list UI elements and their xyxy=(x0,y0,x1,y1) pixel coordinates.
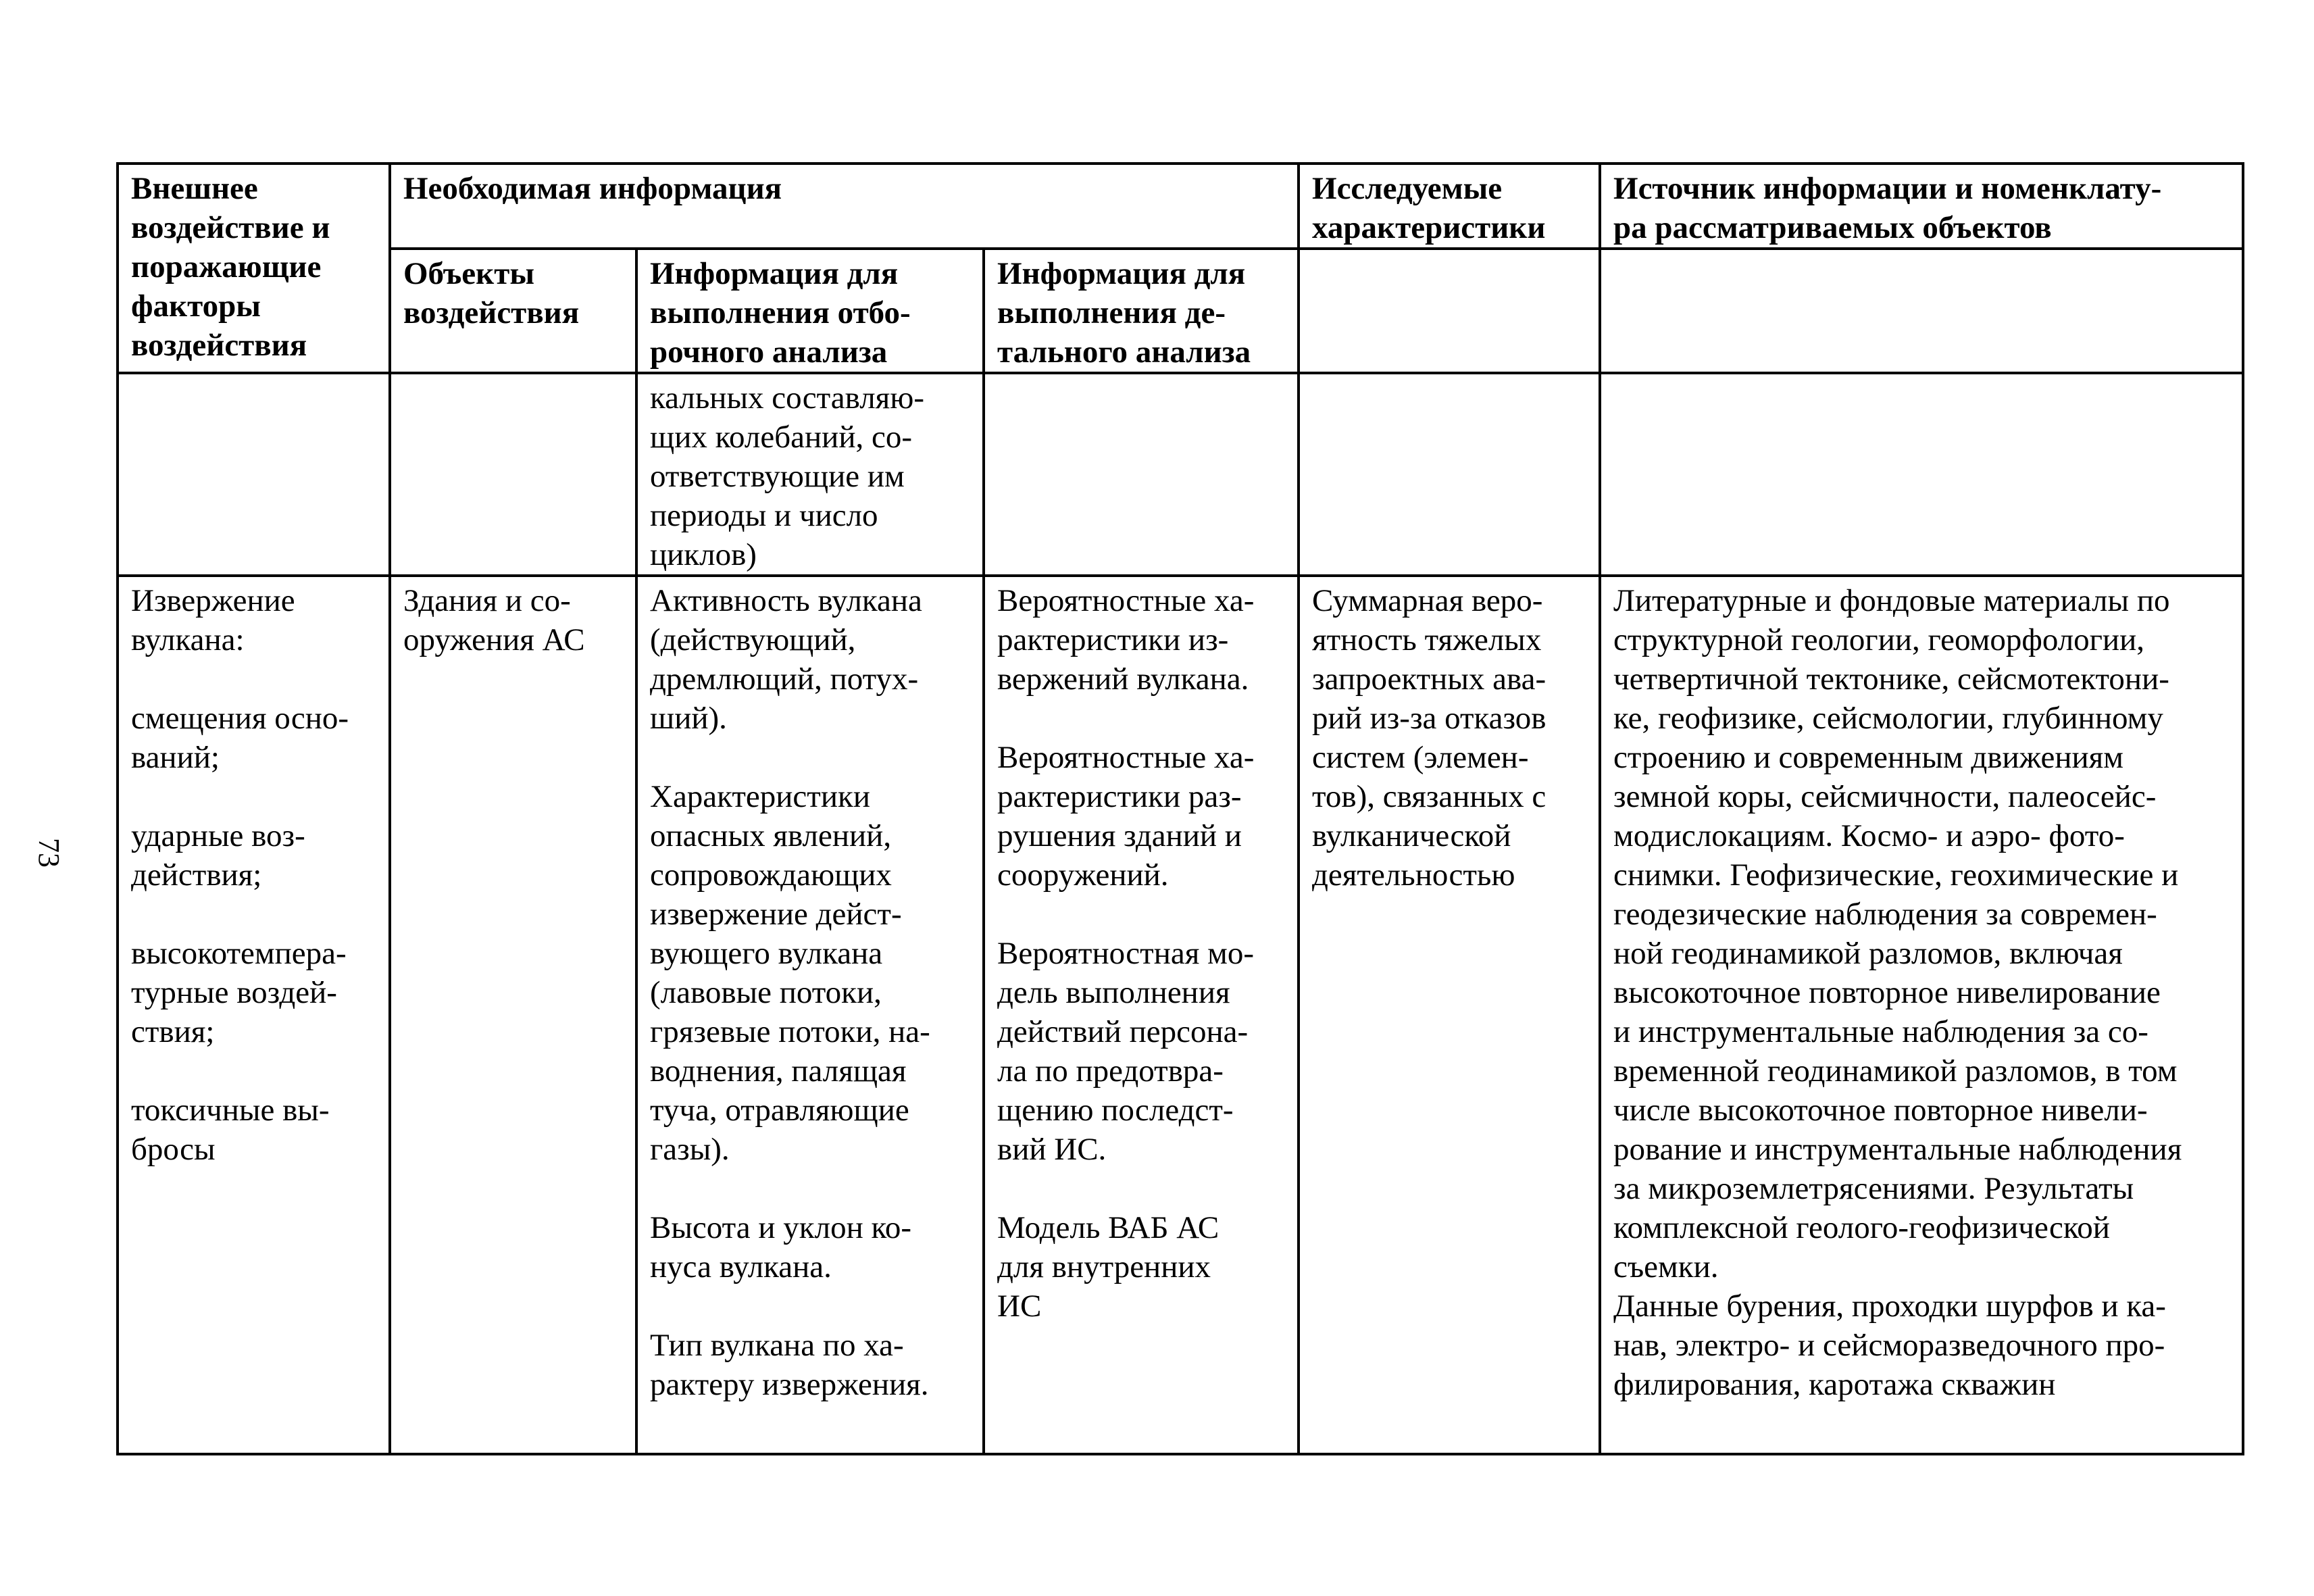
cell-impact xyxy=(118,373,390,576)
header-source-empty xyxy=(1600,249,2243,373)
header-screening-analysis: Информация для выполнения отбо- рочного анализа xyxy=(636,249,984,373)
cell-source xyxy=(1600,373,2243,576)
cell-objects xyxy=(390,373,636,576)
cell-source: Литературные и фондовые материалы по структурной геологии, геоморфологии, четвертичной тектонике, сейсмотектони- ке, геофизике, сейсмологии, глубинному строению и современным движениям земной коры, сейсмичности, палеосейс- модислокациям. Космо- и аэро- фото- снимки. Геофизические, геохимические и геодезические наблюдения за современ- ной геодинамикой разломов, включая высокоточное повторное нивелирование и инструментальные наблюдения за со- временной геодинамикой разломов, в том числе высокоточное повторное нивели- рование и инструментальные наблюдения за микроземлетрясениями. Результаты комплексной геолого-геофизической съемки. Данные бурения, проходки шурфов и ка- нав, электро- и сейсморазведочного про- филирования, каротажа скважин xyxy=(1600,576,2243,1454)
cell-objects: Здания и со- оружения АС xyxy=(390,576,636,1454)
cell-screening: кальных составляю- щих колебаний, со- ответствующие им периоды и число циклов) xyxy=(636,373,984,576)
cell-detailed: Вероятностные ха- рактеристики из- вержений вулкана. Вероятностные ха- рактеристики раз- рушения зданий и сооружений. Вероятностная мо- дель выполнения действий персона- ла по предотвра- щению последст- вий ИС. Модель ВАБ АС для внутренних ИС xyxy=(984,576,1299,1454)
cell-research: Суммарная веро- ятность тяжелых запроектных ава- рий из-за отказов систем (элемен- тов), связанных с вулканической деятельностью xyxy=(1299,576,1600,1454)
table-row xyxy=(118,373,2243,576)
header-information-source: Источник информации и номенклату- ра рассматриваемых объектов xyxy=(1600,164,2243,249)
hazard-information-table xyxy=(116,162,2244,1455)
cell-research xyxy=(1299,373,1600,576)
header-impact-objects: Объекты воздействия xyxy=(390,249,636,373)
header-research-empty xyxy=(1299,249,1600,373)
cell-screening: Активность вулкана (действующий, дремлющий, потух- ший). Характеристики опасных явлений, сопровождающих извержение дейст- вующего вулкана (лавовые потоки, грязевые потоки, на- воднения, палящая туча, отравляющие газы). Высота и уклон ко- нуса вулкана. Тип вулкана по ха- рактеру извержения. xyxy=(636,576,984,1454)
header-row-1 xyxy=(118,164,2243,249)
cell-impact: Извержение вулкана: смещения осно- ваний; ударные воз- действия; высокотемпера- турные воздей- ствия; токсичные вы- бросы xyxy=(118,576,390,1454)
header-detailed-analysis: Информация для выполнения де- тального анализа xyxy=(984,249,1299,373)
page-number: 73 xyxy=(32,838,66,868)
header-required-information: Необходимая информация xyxy=(390,164,1299,249)
table-row xyxy=(118,576,2243,1454)
header-research-characteristics: Исследуемые характеристики xyxy=(1299,164,1600,249)
header-row-2 xyxy=(118,249,2243,373)
cell-detailed xyxy=(984,373,1299,576)
header-external-impact: Внешнее воздействие и поражающие факторы воздействия xyxy=(118,164,390,373)
